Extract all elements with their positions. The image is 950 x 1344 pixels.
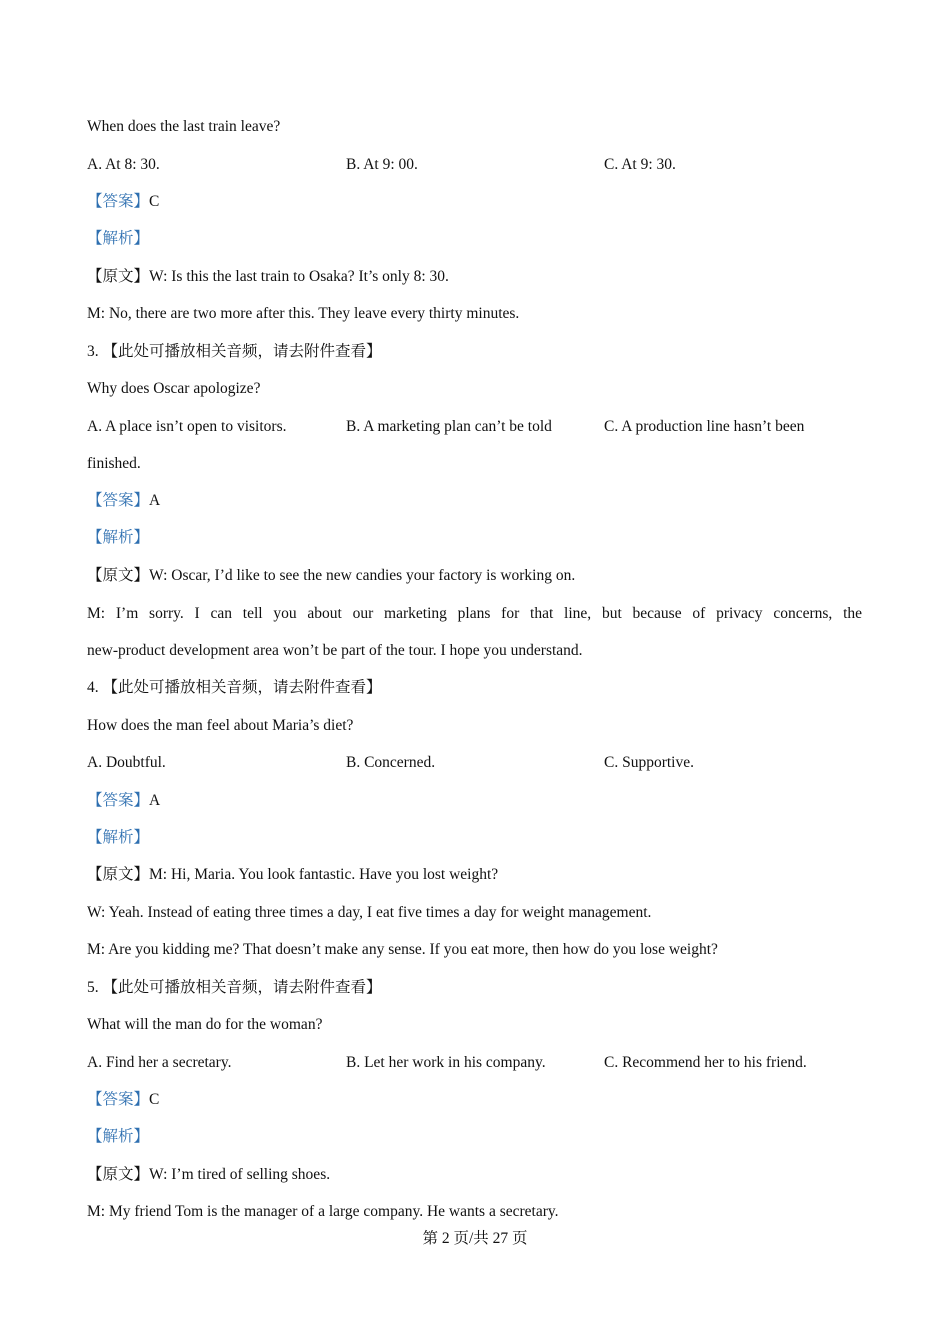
q3-original-line-1 <box>87 566 575 586</box>
q4-transcript-text: M: Hi, Maria. You look fantastic. Have you lost weight? <box>149 866 499 883</box>
q5-answer: C <box>149 1091 160 1108</box>
q2-question: When does the last train leave? <box>87 118 281 135</box>
q4-option-c: C. Supportive. <box>604 754 694 771</box>
answer-tag: 【答案】 <box>87 193 150 210</box>
q2-answer-line <box>87 192 159 212</box>
q5-header: 5. 【此处可播放相关音频，请去附件查看】 <box>87 979 382 996</box>
q4-original-line-3: M: Are you kidding me? That doesn’t make any sense. If you eat more, then how do you lose weight? <box>87 941 718 958</box>
q4-original-line-1 <box>87 865 498 885</box>
page-number-footer: 第 2 页/共 27 页 <box>422 1230 528 1247</box>
q4-analysis-tag: 【解析】 <box>87 829 150 846</box>
q3-header: 3. 【此处可播放相关音频，请去附件查看】 <box>87 343 382 360</box>
q5-option-b: B. Let her work in his company. <box>346 1054 546 1071</box>
q2-option-a: A. At 8: 30. <box>87 156 160 173</box>
q5-analysis-tag: 【解析】 <box>87 1128 150 1145</box>
q2-option-b: B. At 9: 00. <box>346 156 418 173</box>
q3-analysis-tag: 【解析】 <box>87 529 150 546</box>
q3-option-a: A. A place isn’t open to visitors. <box>87 418 287 435</box>
q4-original-line-2: W: Yeah. Instead of eating three times a day, I eat five times a day for weight management. <box>87 904 652 921</box>
q4-answer-line <box>87 791 160 811</box>
q4-option-b: B. Concerned. <box>346 754 436 771</box>
q5-answer-line <box>87 1090 159 1110</box>
q3-transcript-text: W: Oscar, I’d like to see the new candies your factory is working on. <box>149 567 576 584</box>
q4-header: 4. 【此处可播放相关音频，请去附件查看】 <box>87 679 382 696</box>
answer-tag: 【答案】 <box>87 792 150 809</box>
original-tag: 【原文】 <box>87 1166 150 1183</box>
original-tag: 【原文】 <box>87 866 150 883</box>
q3-option-c: C. A production line hasn’t been <box>604 418 805 435</box>
q3-answer: A <box>149 492 161 509</box>
q3-option-b: B. A marketing plan can’t be told <box>346 418 552 435</box>
q5-question: What will the man do for the woman? <box>87 1016 323 1033</box>
q5-option-a: A. Find her a secretary. <box>87 1054 232 1071</box>
q5-original-line-2: M: My friend Tom is the manager of a large company. He wants a secretary. <box>87 1203 559 1220</box>
original-tag: 【原文】 <box>87 567 150 584</box>
q3-original-line-3: new-product development area won’t be part of the tour. I hope you understand. <box>87 642 583 659</box>
q4-option-a: A. Doubtful. <box>87 754 166 771</box>
q3-option-continuation: finished. <box>87 455 141 472</box>
q2-original-line-1 <box>87 267 449 287</box>
q2-original-line-2: M: No, there are two more after this. They leave every thirty minutes. <box>87 305 520 322</box>
original-tag: 【原文】 <box>87 268 150 285</box>
q2-option-c: C. At 9: 30. <box>604 156 676 173</box>
q3-answer-line <box>87 491 160 511</box>
q2-analysis-tag: 【解析】 <box>87 230 150 247</box>
answer-tag: 【答案】 <box>87 1091 150 1108</box>
q2-answer: C <box>149 193 160 210</box>
q5-transcript-text: W: I’m tired of selling shoes. <box>149 1166 331 1183</box>
q4-question: How does the man feel about Maria’s diet? <box>87 717 354 734</box>
q5-original-line-1 <box>87 1165 330 1185</box>
answer-tag: 【答案】 <box>87 492 150 509</box>
q5-option-c: C. Recommend her to his friend. <box>604 1054 807 1071</box>
q2-transcript-text: W: Is this the last train to Osaka? It’s only 8: 30. <box>149 268 449 285</box>
q3-original-line-2: M: I’m sorry. I can tell you about our marketing plans for that line, but because of privacy concerns, the <box>87 605 862 622</box>
q4-answer: A <box>149 792 161 809</box>
q3-question: Why does Oscar apologize? <box>87 380 261 397</box>
